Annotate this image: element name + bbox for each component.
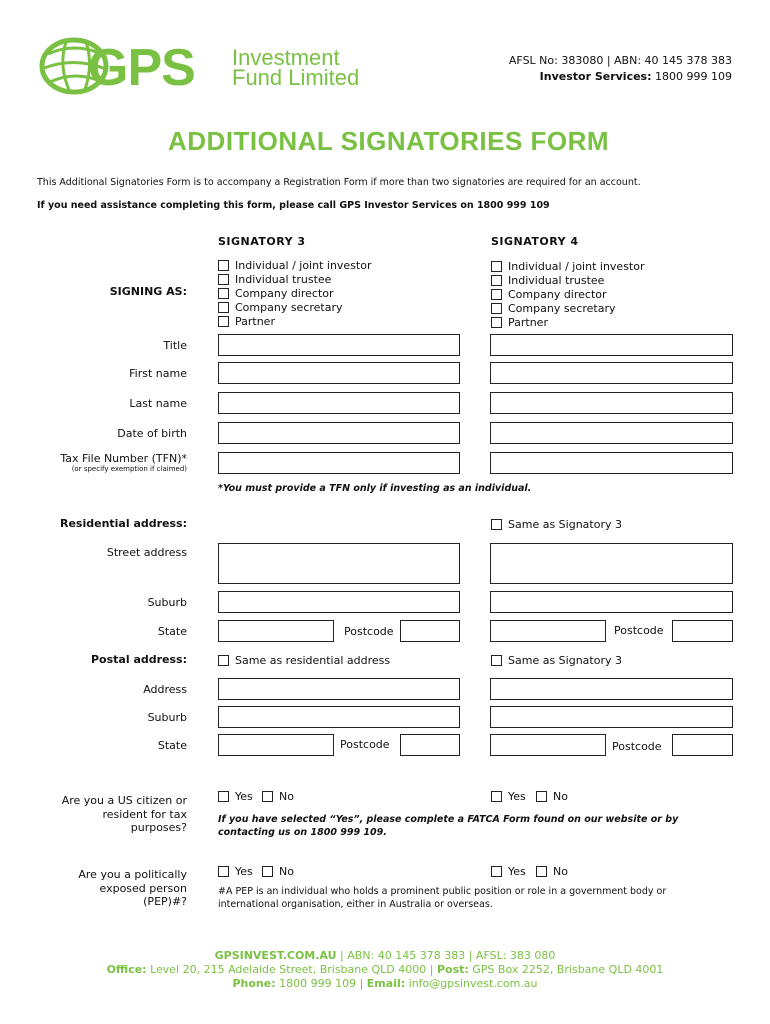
us-yes-sig4[interactable]: Yes xyxy=(491,789,526,803)
footer-phone-label: Phone: xyxy=(232,977,276,990)
checkbox[interactable] xyxy=(491,791,502,802)
postal-state-field-sig3[interactable] xyxy=(218,734,334,756)
address-label: Address xyxy=(143,683,187,696)
state-field-sig4[interactable] xyxy=(490,620,606,642)
checkbox[interactable] xyxy=(218,316,229,327)
footer-abn: | ABN: 40 145 378 383 | AFSL: 383 080 xyxy=(336,949,556,962)
checkbox[interactable] xyxy=(536,791,547,802)
postcode-field-sig4[interactable] xyxy=(672,620,733,642)
signing-options-sig3 xyxy=(218,258,372,328)
suburb-field-sig3[interactable] xyxy=(218,591,460,613)
logo-line-2: Fund Limited xyxy=(232,65,360,90)
street-address-label: Street address xyxy=(106,546,187,559)
footer-email-label: Email: xyxy=(366,977,406,990)
option-individual-joint[interactable]: Individual / joint investor xyxy=(218,258,372,272)
footer-phone: 1800 999 109 | xyxy=(275,977,367,990)
state-label: State xyxy=(157,625,187,638)
tfn-sub-label: (or specify exemption if claimed) xyxy=(71,465,187,473)
footer-post: GPS Box 2252, Brisbane QLD 4001 xyxy=(468,963,664,976)
footer-site-link[interactable]: GPSINVEST.COM.AU xyxy=(214,949,337,962)
option-partner[interactable]: Partner xyxy=(218,314,372,328)
tfn-field-sig3[interactable] xyxy=(218,452,460,474)
tfn-label: Tax File Number (TFN)* xyxy=(60,452,187,465)
checkbox[interactable] xyxy=(262,791,273,802)
first-name-label: First name xyxy=(129,367,187,380)
same-as-sig3-postal[interactable]: Same as Signatory 3 xyxy=(491,653,622,667)
checkbox[interactable] xyxy=(491,289,502,300)
pep-yes-sig4[interactable]: Yes xyxy=(491,864,526,878)
checkbox[interactable] xyxy=(491,275,502,286)
postal-postcode-field-sig3[interactable] xyxy=(400,734,460,756)
checkbox[interactable] xyxy=(218,260,229,271)
last-name-label: Last name xyxy=(129,397,187,410)
checkbox[interactable] xyxy=(491,261,502,272)
investor-services-label: Investor Services: xyxy=(539,70,652,83)
page-title: ADDITIONAL SIGNATORIES FORM xyxy=(168,126,610,156)
suburb-field-sig4[interactable] xyxy=(490,591,733,613)
option-company-director[interactable]: Company director xyxy=(218,286,372,300)
option-company-director[interactable]: Company director xyxy=(491,287,645,301)
postal-state-field-sig4[interactable] xyxy=(490,734,606,756)
same-as-sig3-residential[interactable]: Same as Signatory 3 xyxy=(491,517,622,531)
option-company-secretary[interactable]: Company secretary xyxy=(491,301,645,315)
checkbox[interactable] xyxy=(491,317,502,328)
postal-postcode-label-sig3: Postcode xyxy=(340,738,390,751)
pep-note: #A PEP is an individual who holds a prominent public position or role in a government body or international organisation, either in Australia or overseas. xyxy=(218,886,667,910)
postal-address-label: Postal address: xyxy=(91,653,187,666)
dob-field-sig4[interactable] xyxy=(490,422,733,444)
intro-text: This Additional Signatories Form is to accompany a Registration Form if more than two signatories are required for an account. xyxy=(37,177,641,188)
state-field-sig3[interactable] xyxy=(218,620,334,642)
first-name-field-sig3[interactable] xyxy=(218,362,460,384)
signing-options-sig4 xyxy=(491,259,645,329)
checkbox[interactable] xyxy=(491,655,502,666)
checkbox[interactable] xyxy=(491,866,502,877)
footer xyxy=(0,949,770,991)
title-label: Title xyxy=(163,339,187,352)
postal-suburb-field-sig4[interactable] xyxy=(490,706,733,728)
tfn-note: *You must provide a TFN only if investing as an individual. xyxy=(218,483,532,494)
postal-suburb-field-sig3[interactable] xyxy=(218,706,460,728)
postcode-label-sig3: Postcode xyxy=(344,625,394,638)
residential-address-label: Residential address: xyxy=(59,517,187,530)
fatca-note: If you have selected “Yes”, please complete a FATCA Form found on our website or by contacting us on 1800 999 109. xyxy=(218,814,679,838)
checkbox[interactable] xyxy=(262,866,273,877)
afsl-line: AFSL No: 383080 | ABN: 40 145 378 383 xyxy=(508,54,732,67)
dob-label: Date of birth xyxy=(117,427,187,440)
dob-field-sig3[interactable] xyxy=(218,422,460,444)
postal-postcode-field-sig4[interactable] xyxy=(672,734,733,756)
pep-question: Are you a politically exposed person (PEP)#? xyxy=(78,868,187,908)
us-no-sig4[interactable]: No xyxy=(536,789,568,803)
signatory-4-heading: SIGNATORY 4 xyxy=(491,235,579,248)
checkbox[interactable] xyxy=(218,791,229,802)
footer-post-label: Post: xyxy=(436,963,469,976)
checkbox[interactable] xyxy=(218,274,229,285)
postal-address-field-sig4[interactable] xyxy=(490,678,733,700)
footer-email[interactable]: info@gpsinvest.com.au xyxy=(405,977,538,990)
us-no-sig3[interactable]: No xyxy=(262,789,294,803)
header-info xyxy=(352,53,732,85)
signing-as-label: SIGNING AS: xyxy=(109,285,187,298)
checkbox[interactable] xyxy=(218,655,229,666)
checkbox[interactable] xyxy=(218,288,229,299)
postal-state-label: State xyxy=(157,739,187,752)
logo-gps: GPS xyxy=(88,39,195,97)
checkbox[interactable] xyxy=(536,866,547,877)
footer-office-label: Office: xyxy=(106,963,147,976)
investor-services-phone: 1800 999 109 xyxy=(655,70,732,83)
postal-postcode-label-sig4: Postcode xyxy=(612,740,662,753)
postal-suburb-label: Suburb xyxy=(147,711,187,724)
title-field-sig4[interactable] xyxy=(490,334,733,356)
option-company-secretary[interactable]: Company secretary xyxy=(218,300,372,314)
last-name-field-sig4[interactable] xyxy=(490,392,733,414)
last-name-field-sig3[interactable] xyxy=(218,392,460,414)
pep-yes-sig3[interactable]: Yes xyxy=(218,864,253,878)
option-individual-trustee[interactable]: Individual trustee xyxy=(491,273,645,287)
checkbox[interactable] xyxy=(491,303,502,314)
street-address-field-sig4[interactable] xyxy=(490,543,733,584)
first-name-field-sig4[interactable] xyxy=(490,362,733,384)
assist-text: If you need assistance completing this form, please call GPS Investor Services on 1800 999 109 xyxy=(37,200,550,211)
us-yes-sig3[interactable]: Yes xyxy=(218,789,253,803)
us-citizen-question: Are you a US citizen or resident for tax purposes? xyxy=(61,794,187,834)
postcode-field-sig3[interactable] xyxy=(400,620,460,642)
street-address-field-sig3[interactable] xyxy=(218,543,460,584)
checkbox[interactable] xyxy=(218,302,229,313)
same-as-residential[interactable]: Same as residential address xyxy=(218,653,390,667)
checkbox[interactable] xyxy=(218,866,229,877)
option-partner[interactable]: Partner xyxy=(491,315,645,329)
title-field-sig3[interactable] xyxy=(218,334,460,356)
signatory-3-heading: SIGNATORY 3 xyxy=(218,235,306,248)
postal-address-field-sig3[interactable] xyxy=(218,678,460,700)
pep-no-sig3[interactable]: No xyxy=(262,864,294,878)
checkbox[interactable] xyxy=(491,519,502,530)
pep-no-sig4[interactable]: No xyxy=(536,864,568,878)
logo-line-1: Investment xyxy=(232,45,340,70)
tfn-field-sig4[interactable] xyxy=(490,452,733,474)
option-individual-joint[interactable]: Individual / joint investor xyxy=(491,259,645,273)
postcode-label-sig4: Postcode xyxy=(614,624,664,637)
footer-office: Level 20, 215 Adelaide Street, Brisbane QLD 4000 | xyxy=(146,963,437,976)
suburb-label: Suburb xyxy=(147,596,187,609)
option-individual-trustee[interactable]: Individual trustee xyxy=(218,272,372,286)
